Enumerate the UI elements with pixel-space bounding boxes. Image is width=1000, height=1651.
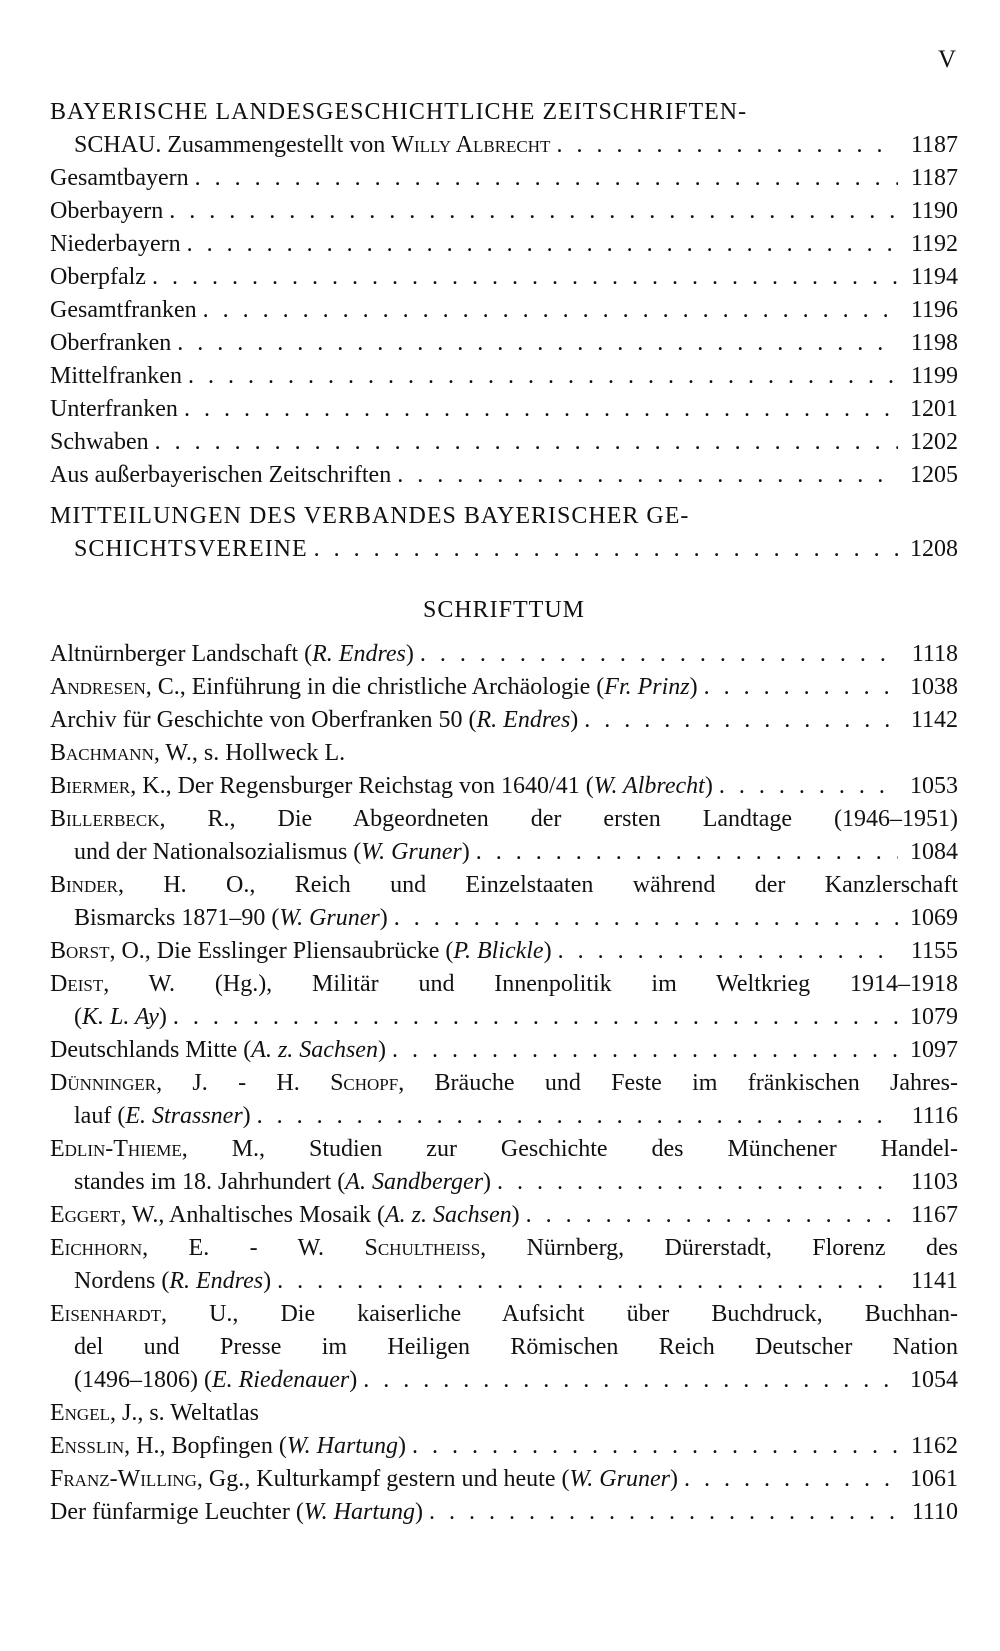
list-item: Borst, O., Die Esslinger Pliensaubrücke (P. Blickle) . . . 1155 <box>50 935 958 968</box>
reviewer: R. Endres <box>312 641 406 667</box>
dot-leader <box>152 261 898 294</box>
page-ref: 1208 <box>910 536 958 562</box>
reviewer: E. Strassner <box>125 1103 243 1129</box>
list-item: Andresen, C., Einführung in die christliche Archäologie (Fr. Prinz) . . . 1038 <box>50 671 958 704</box>
list-item <box>50 195 958 228</box>
list-item: Archiv für Geschichte von Oberfranken 50 (R. Endres) . . . 1142 <box>50 704 958 737</box>
list-item: Bachmann, W., s. Hollweck L. <box>50 740 346 766</box>
list-item <box>50 327 958 360</box>
page-ref: 1079 <box>910 1004 958 1030</box>
dot-leader <box>203 294 898 327</box>
list-item: Biermer, K., Der Regensburger Reichstag von 1640/41 (W. Albrecht) . . . 1053 <box>50 770 958 803</box>
author: Schopf <box>330 1070 399 1096</box>
list-item: Franz-Willing, Gg., Kulturkampf gestern und heute (W. Gruner) . . . 1061 <box>50 1463 958 1496</box>
list-item: Deutschlands Mitte (A. z. Sachsen) . . . 1097 <box>50 1034 958 1067</box>
list-item <box>50 360 958 393</box>
page-ref: 1054 <box>910 1367 958 1393</box>
dot-leader <box>169 195 898 228</box>
reviewer: Fr. Prinz <box>604 674 690 700</box>
dot-leader <box>188 360 898 393</box>
region-label: Aus außerbayerischen Zeitschriften <box>50 462 392 488</box>
reviewer: K. L. Ay <box>82 1004 159 1030</box>
reviewer: W. Hartung <box>286 1433 398 1459</box>
reviewer: R. Endres <box>169 1268 264 1294</box>
toc-section-mitteilungen <box>50 500 958 566</box>
region-label: Oberbayern <box>50 198 164 224</box>
page-ref: 1116 <box>911 1103 958 1129</box>
author: Eisenhardt <box>50 1301 161 1327</box>
list-item: Altnürnberger Landschaft (R. Endres) . . . 1118 <box>50 638 958 671</box>
title-prefix: SCHAU. Zusammengestellt von <box>74 132 392 158</box>
author: Andresen <box>50 674 146 700</box>
dot-leader <box>177 327 898 360</box>
list-item: Billerbeck, R., Die Abgeordneten der ersten Landtage (1946–1951) und der Nationalsozialismus (W. Gruner) . . . 1084 <box>50 803 958 869</box>
reviewer: W. Hartung <box>303 1499 416 1525</box>
author: Binder <box>50 872 118 898</box>
reviewer: A. Sandberger <box>345 1169 484 1195</box>
page-ref: 1167 <box>910 1202 958 1228</box>
reviewer: W. Gruner <box>279 905 380 931</box>
author: Eichhorn <box>50 1235 143 1261</box>
reviewer: A. z. Sachsen <box>384 1202 512 1228</box>
page-ref: 1084 <box>910 839 958 865</box>
page-ref: 1141 <box>910 1268 958 1294</box>
reviewer: W. Albrecht <box>593 773 705 799</box>
page-ref: 1142 <box>910 707 958 733</box>
page-ref: 1097 <box>910 1037 958 1063</box>
dot-leader <box>195 162 898 195</box>
author: Franz-Willing <box>50 1466 197 1492</box>
region-label: Oberfranken <box>50 330 172 356</box>
region-list <box>50 162 958 492</box>
toc-section-zeitschriftenschau <box>50 96 958 492</box>
region-label: Gesamtbayern <box>50 165 189 191</box>
author: Schultheiss <box>364 1235 481 1261</box>
page-ref: 1187 <box>910 132 958 158</box>
page-ref: 1038 <box>910 674 958 700</box>
section-title-line1: BAYERISCHE LANDESGESCHICHTLICHE ZEITSCHRIFTEN- <box>50 99 748 125</box>
list-item: Engel, J., s. Weltatlas <box>50 1400 259 1426</box>
reviewer: W. Gruner <box>361 839 462 865</box>
dot-leader <box>187 228 898 261</box>
reviewer: A. z. Sachsen <box>251 1037 378 1063</box>
author: Bachmann <box>50 740 154 766</box>
page-ref: 1196 <box>910 297 958 323</box>
list-item: Deist, W. (Hg.), Militär und Innenpolitik im Weltkrieg 1914–1918 (K. L. Ay) . . . 1079 <box>50 968 958 1034</box>
region-label: Schwaben <box>50 429 149 455</box>
list-item: Eisenhardt, U., Die kaiserliche Aufsicht über Buchdruck, Buchhan- del und Presse im Heiligen Römischen Reich Deutscher Nation (1496–1806) (E. Riedenauer) . . . 1054 <box>50 1298 958 1397</box>
list-item: Dünninger, J. - H. Schopf, Bräuche und Feste im fränkischen Jahres- lauf (E. Strassner) . . . 1116 <box>50 1067 958 1133</box>
author: Borst <box>50 938 110 964</box>
region-label: Oberpfalz <box>50 264 146 290</box>
list-item <box>50 162 958 195</box>
list-item: Edlin-Thieme, M., Studien zur Geschichte des Münchener Handel- standes im 18. Jahrhundert (A. Sandberger) . . . 1103 <box>50 1133 958 1199</box>
list-item: Der fünfarmige Leuchter (W. Hartung) . . . 1110 <box>50 1496 958 1529</box>
list-item <box>50 261 958 294</box>
page-ref: 1162 <box>910 1433 958 1459</box>
section2-title-line1: MITTEILUNGEN DES VERBANDES BAYERISCHER GE- <box>50 503 690 529</box>
author: Billerbeck <box>50 806 160 832</box>
list-item: Binder, H. O., Reich und Einzelstaaten während der Kanzlerschaft Bismarcks 1871–90 (W. Gruner) . . . 1069 <box>50 869 958 935</box>
list-item <box>50 393 958 426</box>
page-ref: 1190 <box>910 198 958 224</box>
list-item <box>50 228 958 261</box>
list-item <box>50 426 958 459</box>
list-item <box>50 459 958 492</box>
dot-leader <box>155 426 898 459</box>
list-item: Eggert, W., Anhaltisches Mosaik (A. z. Sachsen) . . . 1167 <box>50 1199 958 1232</box>
author: Biermer <box>50 773 131 799</box>
author: Eggert <box>50 1202 121 1228</box>
page-ref: 1187 <box>910 165 958 191</box>
page-ref: 1118 <box>911 641 958 667</box>
page-ref: 1201 <box>910 396 958 422</box>
author: Engel <box>50 1400 110 1426</box>
author: Deist <box>50 971 104 997</box>
page-ref: 1069 <box>910 905 958 931</box>
dot-leader <box>184 393 898 426</box>
reviewer: W. Gruner <box>569 1466 670 1492</box>
toc-section-schrifttum <box>50 594 958 1529</box>
section-title-line2 <box>50 129 958 162</box>
page-number: V <box>937 46 956 73</box>
page-ref: 1199 <box>910 363 958 389</box>
schrifttum-heading: SCHRIFTTUM <box>422 597 586 623</box>
page-ref: 1155 <box>910 938 958 964</box>
dot-leader <box>397 459 898 492</box>
page-ref: 1205 <box>910 462 958 488</box>
author: Ensslin <box>50 1433 125 1459</box>
author: Edlin-Thieme <box>50 1136 182 1162</box>
region-label: Gesamtfranken <box>50 297 197 323</box>
page-ref: 1053 <box>910 773 958 799</box>
list-item: Eichhorn, E. - W. Schultheiss, Nürnberg, Dürerstadt, Florenz des Nordens (R. Endres) . . . 1141 <box>50 1232 958 1298</box>
author: Dünninger <box>50 1070 157 1096</box>
list-item <box>50 294 958 327</box>
region-label: Mittelfranken <box>50 363 182 389</box>
page-ref: 1202 <box>910 429 958 455</box>
reviewer: E. Riedenauer <box>211 1367 350 1393</box>
page-ref: 1061 <box>910 1466 958 1492</box>
reviewer: P. Blickle <box>453 938 544 964</box>
region-label: Niederbayern <box>50 231 181 257</box>
region-label: Unterfranken <box>50 396 178 422</box>
page-ref: 1198 <box>910 330 958 356</box>
list-item: Ensslin, H., Bopfingen (W. Hartung) . . . 1162 <box>50 1430 958 1463</box>
page-ref: 1194 <box>910 264 958 290</box>
dot-leader <box>314 533 898 566</box>
reviewer: R. Endres <box>476 707 571 733</box>
page-ref: 1103 <box>910 1169 958 1195</box>
page-ref: 1110 <box>911 1499 958 1525</box>
section2-title-line2: SCHICHTSVEREINE . . . 1208 <box>50 533 958 566</box>
dot-leader <box>556 129 898 162</box>
compiler-name: Willy Albrecht <box>391 132 551 158</box>
page-ref: 1192 <box>910 231 958 257</box>
